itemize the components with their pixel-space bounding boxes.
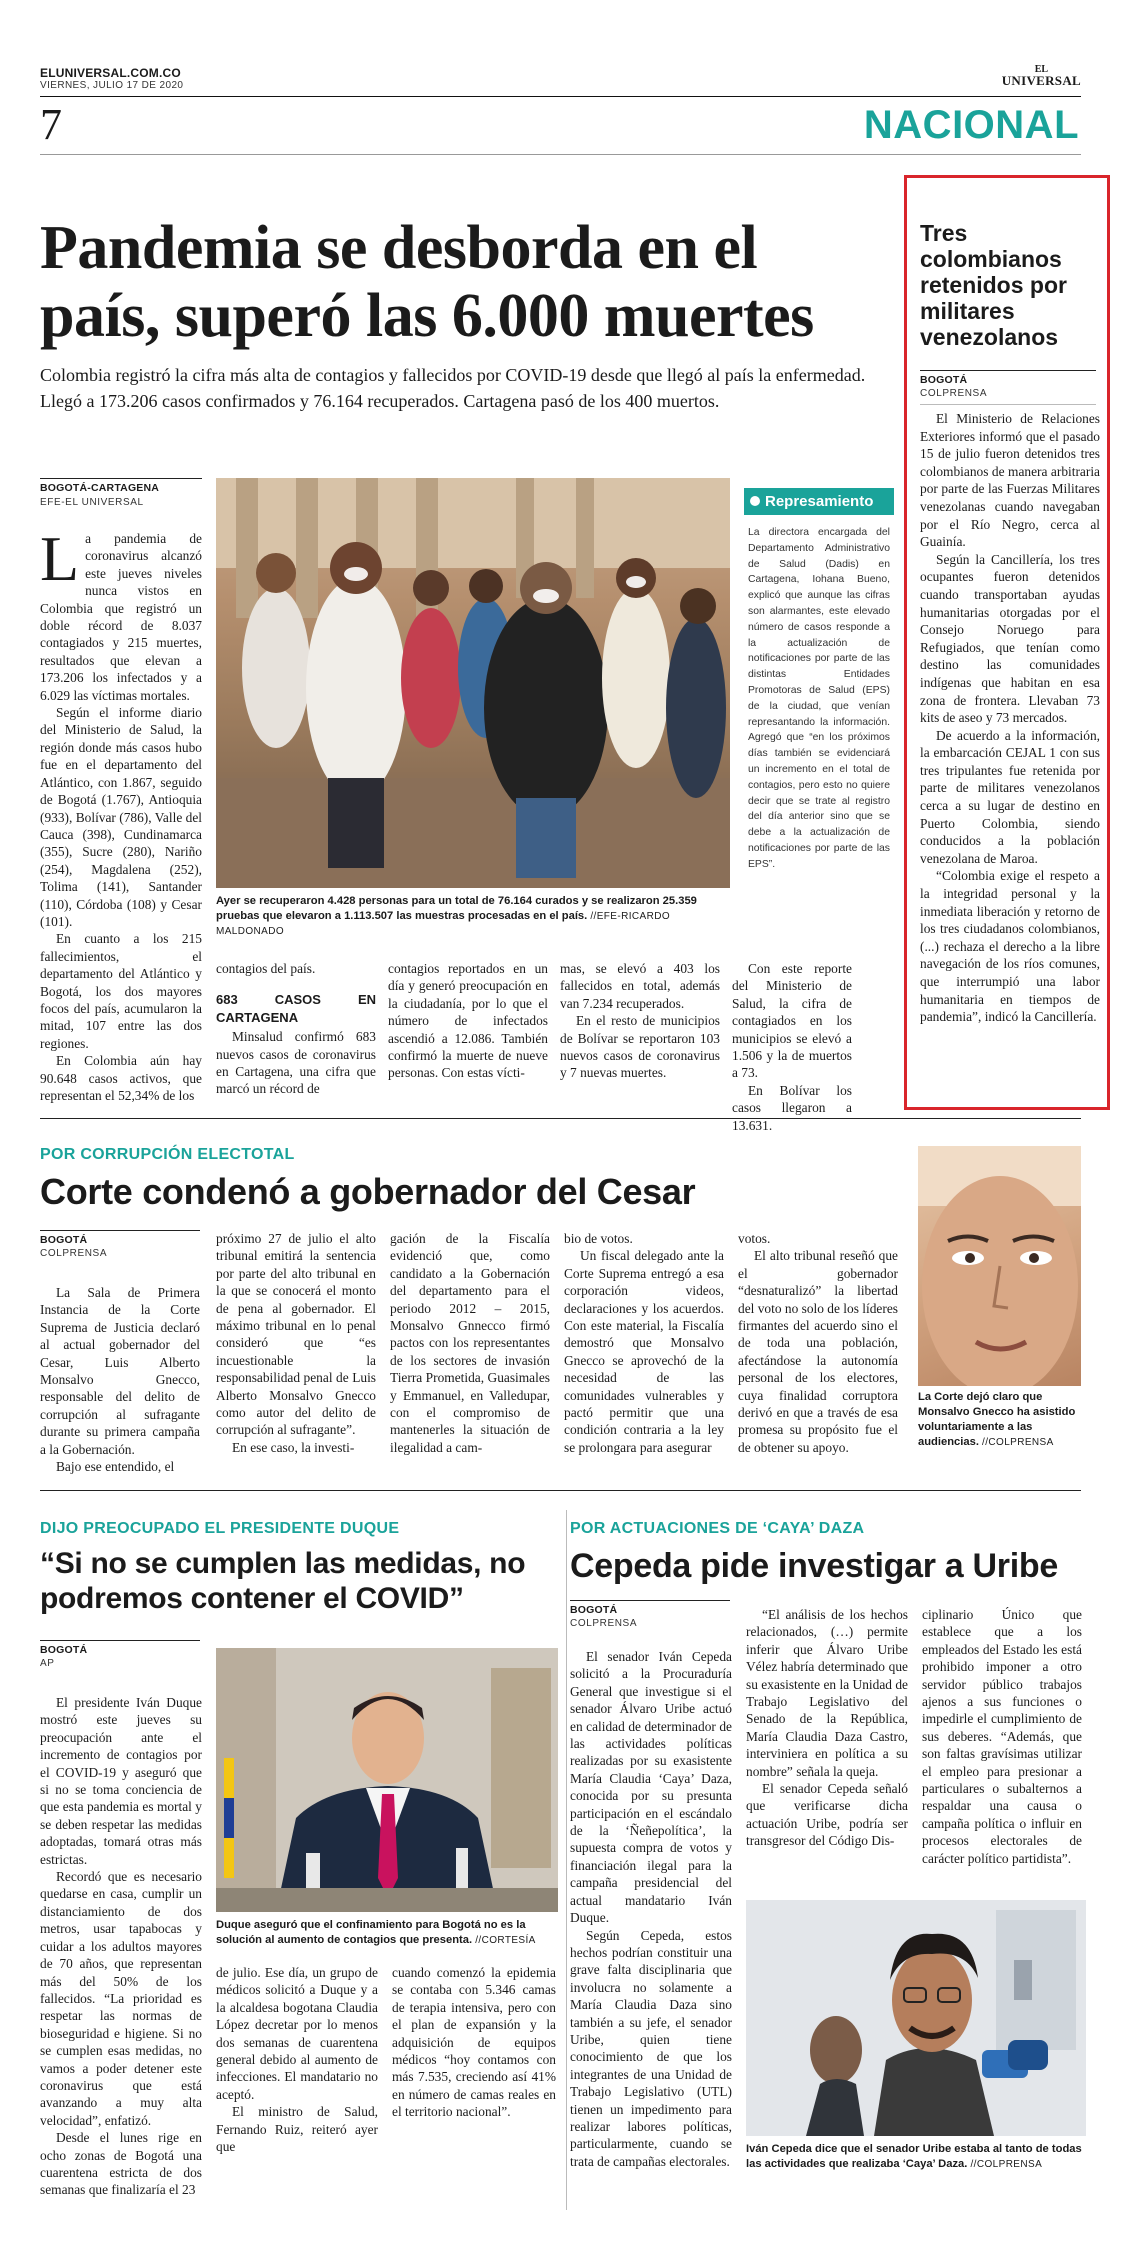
cepeda-col-2 bbox=[746, 1606, 908, 1850]
lead-deck: Colombia registró la cifra más alta de contagios y fallecidos por COVID-19 desde que llegó al país la enfermedad. Llegó a 173.206 casos confirmados y 76.164 recuperados. Cartagena pasó de los 400 muertos. bbox=[40, 365, 866, 411]
column-divider bbox=[566, 1510, 567, 2210]
lead-col-5 bbox=[732, 960, 852, 1134]
cesar-paragraph: votos. bbox=[738, 1231, 771, 1246]
lead-byline-place: BOGOTÁ-CARTAGENA bbox=[40, 482, 160, 494]
lead-col-4 bbox=[560, 960, 720, 1082]
cesar-kicker: POR CORRUPCIÓN ELECTOTAL bbox=[40, 1146, 295, 1163]
duque-paragraph: Recordó que es necesario quedarse en casa, cumplir un distanciamiento de dos metros, usar tapabocas y cuidar a los adultos mayores de 70 años, que representan más del 50% de los fallecidos. “La prioridad es respetar las normas de bioseguridad e higiene. Si no se cumplen esas medidas, no vamos a poder detener este coronavirus que está avanzando a muy alta velocidad”, enfatizó. bbox=[40, 1869, 202, 2128]
sidebar-paragraph: Según la Cancillería, los tres ocupantes fueron detenidos cuando transportaban ayudas humanitarias otorgadas por el Consejo Noruego para Refugiados, que tenían como destino las comunidades indígenas que habitan en esa zona de frontera. Llevaban 73 kits de aseo y 73 mercados. bbox=[920, 551, 1100, 726]
lead-paragraph: contagios del país. bbox=[216, 961, 316, 976]
cesar-photo bbox=[918, 1146, 1081, 1386]
lead-paragraph: Según el informe diario del Ministerio de Salud, la región donde más casos hubo fue en el departamento del Atlántico, con 1.867, seguido de Bogotá (1.767), Antioquia (933), Bolívar (786), Valle del Cauca (398), Cundinamarca (355), Sucre (280), Nariño (254), Magdalena (252), Tolima (141), Santander (110), Córdoba (108) y Cesar (101). bbox=[40, 705, 202, 929]
duque-paragraph: El ministro de Salud, Fernando Ruiz, reiteró ayer que bbox=[216, 2104, 378, 2155]
cesar-col-1 bbox=[40, 1284, 200, 1475]
cepeda-photo bbox=[746, 1900, 1086, 2136]
sidebar-byline-rule bbox=[920, 370, 1096, 371]
lead-byline-source: EFE-EL UNIVERSAL bbox=[40, 497, 144, 508]
logo-bottom: UNIVERSAL bbox=[1001, 73, 1081, 88]
cesar-paragraph: próximo 27 de julio el alto tribunal emitirá la sentencia por parte del alto tribunal en la que se conocerá el monto de pena al gobernador. El máximo tribunal en lo penal consideró que “es incuestionable la responsabilidad penal de Luis Alberto Monsalvo Gnecco como autor del delito de corrupción al sufragante”. bbox=[216, 1231, 376, 1438]
sidebar-byline-source: COLPRENSA bbox=[920, 388, 988, 399]
duque-paragraph: cuando comenzó la epidemia se contaba con 5.346 camas de terapia intensiva, pero con el plan de expansión y la adquisición de equipos médicos “hoy contamos con más 7.535, creciendo así 41% en número de camas reales en el territorio nacional”. bbox=[392, 1965, 556, 2120]
lead-paragraph: En cuanto a los 215 fallecimientos, el departamento del Atlántico y Bogotá, los dos mayores focos del país, acumularon la mitad, 107 entre las dos regiones. bbox=[40, 931, 202, 1051]
duque-kicker: DIJO PREOCUPADO EL PRESIDENTE DUQUE bbox=[40, 1520, 400, 1537]
cesar-photo-caption: La Corte dejó claro que Monsalvo Gnecco ha asistido voluntariamente a las audiencias. //COLPRENSA bbox=[918, 1391, 1076, 1448]
cesar-col-4 bbox=[564, 1230, 724, 1456]
lead-photo-credit: //EFE-RICARDO MALDONADO bbox=[216, 911, 671, 937]
duque-paragraph: El presidente Iván Duque mostró este jueves su preocupación ante el incremento de contagios por el COVID-19 y aseguró que si no se toma conciencia de que esta pandemia es mortal y se deben respetar las medidas adoptadas, tomará otras más estrictas. bbox=[40, 1695, 202, 1867]
page-number: 7 bbox=[40, 100, 62, 149]
cesar-paragraph: En ese caso, la investi- bbox=[232, 1439, 355, 1455]
represamiento-header: Represamiento bbox=[744, 488, 894, 515]
cesar-photo-credit: //COLPRENSA bbox=[982, 1437, 1054, 1448]
lead-photo bbox=[216, 478, 730, 888]
sidebar-paragraph: El Ministerio de Relaciones Exteriores informó que el pasado 15 de julio fueron detenidos tres colombianos de manera arbitraria por parte de las Fuerzas Militares venezolanas cuando navegaban por el Río Negro, cerca al Guainía. bbox=[920, 411, 1100, 550]
duque-photo-credit: //CORTESÍA bbox=[475, 1935, 536, 1946]
drop-cap: L bbox=[40, 523, 80, 594]
logo-top: EL bbox=[1034, 64, 1049, 75]
president-illustration bbox=[216, 1648, 558, 1912]
cesar-byline-place: BOGOTÁ bbox=[40, 1234, 88, 1246]
cepeda-headline: Cepeda pide investigar a Uribe bbox=[570, 1547, 1058, 1585]
cepeda-paragraph: ciplinario Único que establece que a los empleados del Estado les está prohibido imponer a otro servidor público trabajos ajenos a sus funciones o impedirle el cumplimiento de sus deberes. “Además, que son faltas gravísimas utilizar el empleo para presionar a particulares o subalternos a respaldar una causa o campaña política o influir en procesos electorales de carácter político partidista”. bbox=[922, 1607, 1082, 1866]
cesar-col-2 bbox=[216, 1230, 376, 1456]
cepeda-photo-credit: //COLPRENSA bbox=[970, 2159, 1043, 2170]
lead-paragraph: Minsalud confirmó 683 nuevos casos de coronavirus en Cartagena, una cifra que marcó un récord de bbox=[216, 1029, 376, 1097]
cepeda-byline-place: BOGOTÁ bbox=[570, 1604, 618, 1616]
cepeda-byline-source: COLPRENSA bbox=[570, 1618, 638, 1629]
duque-col-3 bbox=[392, 1964, 556, 2121]
duque-photo-caption: Duque aseguró que el confinamiento para Bogotá no es la solución al aumento de contagios que presenta. //CORTESÍA bbox=[216, 1919, 536, 1946]
lead-paragraph: Con este reporte del Ministerio de Salud, la cifra de contagiados en los municipios se elevó a 1.506 y la de muertos a 73. bbox=[732, 961, 852, 1081]
lead-paragraph: mas, se elevó a 403 los fallecidos en total, además van 7.234 recuperados. bbox=[560, 961, 720, 1011]
cepeda-paragraph: Según Cepeda, estos hechos podrían constituir una grave falta disciplinaria que involucra no solamente a María Claudia Daza sino también a su jefe, el senador Uribe, quien tiene conocimiento de que los integrantes de una Unidad de Trabajo Legislativo (UTL) tienen un impedimento para realizar labores políticas, particularmente, cuando se trata de campañas electorales. bbox=[570, 1927, 732, 2169]
cepeda-paragraph: El senador Iván Cepeda solicitó a la Procuraduría General que investigue si el senador Álvaro Uribe actuó en calidad de determinador de las actividades políticas realizadas por su exasistente María Claudia ‘Caya’ Daza, conocida por su presunta participación en el escándalo de la ‘Ñeñepolítica’, la supuesta compra de votos y financiación ilegal para la campaña presidencial del actual mandatario Iván Duque. bbox=[570, 1649, 732, 1926]
masthead-rule bbox=[40, 96, 1081, 97]
duque-paragraph: de julio. Ese día, un grupo de médicos solicitó a Duque y a la alcaldesa bogotana Claudia López decretar por lo menos dos semanas de cuarentena general debido al aumento de infecciones. El mandatario no aceptó. bbox=[216, 1965, 378, 2102]
sidebar-paragraph: “Colombia exige el respeto a la integridad personal y la inmediata liberación y retorno de los tres ciudadanos colombianos, (...) rechaza el derecho a la libre navegación de los ríos comunes, que interrumpió una labor humanitaria en tiempos de pandemia”, indicó la Cancillería. bbox=[920, 868, 1100, 1025]
section-divider-2 bbox=[40, 1490, 1081, 1491]
lead-photo-caption: Ayer se recuperaron 4.428 personas para un total de 76.164 curados y se realizaron 25.359 pruebas que elevaron a 1.113.507 las muestras procesadas en el país. //EFE-RICARDO MALDONADO bbox=[216, 895, 697, 937]
lead-paragraph: En Bolívar los casos llegaron a 13.631. bbox=[732, 1082, 852, 1133]
lead-subhead: 683 CASOS EN CARTAGENA bbox=[216, 992, 376, 1025]
site-url[interactable]: ELUNIVERSAL.COM.CO bbox=[40, 66, 181, 80]
crowd-illustration bbox=[216, 478, 730, 888]
cesar-paragraph: gación de la Fiscalía evidenció que, como candidato a la Gobernación del departamento para el periodo 2012 – 2015, Monsalvo Gnnecco firmó pactos con los representantes de los sectores de invasión Tierra Prometida, Guasimales y Emmanuel, en Valledupar, con el compromiso de mantenerles la situación de ilegalidad a cam- bbox=[390, 1231, 550, 1455]
sidebar-headline: Tres colombianos retenidos por militares venezolanos bbox=[920, 220, 1067, 350]
lead-col-1 bbox=[40, 523, 202, 1104]
sidebar-body bbox=[920, 410, 1100, 1026]
cesar-paragraph: Un fiscal delegado ante la Corte Suprema entregó a esa corporación videos, declaraciones y los acuerdos. Con este material, la Fiscalía demostró que Monsalvo Gnecco se aprovechó de la necesidad de las comunidades vulnerables y pactó permitir que una condición contraria a la ley se prolongara para asegurar bbox=[564, 1248, 724, 1455]
cesar-headline: Corte condenó a gobernador del Cesar bbox=[40, 1171, 696, 1212]
cesar-paragraph: La Sala de Primera Instancia de la Corte Suprema de Justicia declaró al actual gobernador del Cesar, Luis Alberto Monsalvo Gnecco, responsable del delito de corrupción al sufragante durante su primera campaña a la Gobernación. bbox=[40, 1285, 200, 1457]
lead-col-2 bbox=[216, 960, 376, 1098]
lead-byline-rule bbox=[40, 478, 202, 479]
cesar-paragraph: bio de votos. bbox=[564, 1231, 633, 1246]
duque-paragraph: Desde el lunes rige en ocho zonas de Bogotá una cuarentena estricta de dos semanas que finalizaría el 23 bbox=[40, 2130, 202, 2198]
duque-byline-source: AP bbox=[40, 1658, 55, 1669]
cesar-paragraph: Bajo ese entendido, el bbox=[56, 1459, 175, 1475]
section-divider-1 bbox=[40, 1118, 1081, 1119]
cesar-paragraph: El alto tribunal reseñó que el gobernador “desnaturalizó” la libertad del voto no solo de los líderes firmantes del acuerdo sino el de toda una población, afectándose la autonomía personal de los electores, cuya finalidad corruptora derivó en que a través de esa promesa su propósito fue el de obtener su apoyo. bbox=[738, 1248, 898, 1455]
duque-byline-rule bbox=[40, 1640, 200, 1641]
portrait-illustration bbox=[918, 1146, 1081, 1386]
duque-col-2 bbox=[216, 1964, 378, 2155]
represamiento-text: La directora encargada del Departamento Administrativo de Salud (Dadis) en Cartagena, Iohana Bueno, explicó que aunque las cifras son alarmantes, este elevado número de casos responde a la actualización de notificaciones por parte de las distintas Entidades Promotoras de Salud (EPS) de la ciudad, que venían represantando la información. Agregó que “en los próximos días también se evidenciará un incremento en el total de contagios, pero esto no quiere decir que se trate al registro del día anterior sino que se debe a la actualización de notificaciones por parte de las EPS”. bbox=[748, 527, 890, 870]
duque-headline: “Si no se cumplen las medidas, no podremos contener el COVID” bbox=[40, 1547, 526, 1615]
lead-paragraph: En Colombia aún hay 90.648 casos activos, que representan el 52,34% de los bbox=[40, 1053, 202, 1103]
cepeda-kicker: POR ACTUACIONES DE ‘CAYA’ DAZA bbox=[570, 1520, 865, 1537]
lead-paragraph: En el resto de municipios de Bolívar se reportaron 103 nuevos casos de coronavirus y 7 nuevas muertes. bbox=[560, 1013, 720, 1081]
senator-illustration bbox=[746, 1900, 1086, 2136]
sidebar-byline-rule-2 bbox=[920, 404, 1096, 405]
cepeda-col-3 bbox=[922, 1606, 1082, 1867]
newspaper-logo bbox=[1002, 64, 1081, 86]
represamiento-box bbox=[744, 488, 894, 873]
section-rule bbox=[40, 154, 1081, 155]
sidebar-paragraph: De acuerdo a la información, la embarcación CEJAL 1 con sus tres tripulantes fue retenida por parte de militares venezolanos cerca a su lugar de destino en Puerto Colombia, siendo conducidos a la población venezolana de Maroa. bbox=[920, 727, 1100, 866]
cepeda-byline-rule bbox=[570, 1600, 730, 1601]
section-title: NACIONAL bbox=[863, 103, 1079, 147]
issue-date: VIERNES, JULIO 17 DE 2020 bbox=[40, 80, 184, 91]
lead-headline: Pandemia se desborda en el país, superó las 6.000 muertes bbox=[40, 214, 814, 350]
cepeda-paragraph: El senador Cepeda señaló que verificarse dicha actuación Uribe, podría ser transgresor del Código Dis- bbox=[746, 1781, 908, 1849]
lead-col-3 bbox=[388, 960, 548, 1082]
cesar-byline-source: COLPRENSA bbox=[40, 1248, 108, 1259]
cepeda-paragraph: “El análisis de los hechos relacionados, (…) permite inferir que Álvaro Uribe Vélez habría determinado que su exasistente en la Unidad de Trabajo Legislativo del Senado de la República, María Claudia Daza Castro, interviniera en política a su nombre” señala la queja. bbox=[746, 1607, 908, 1779]
duque-photo bbox=[216, 1648, 558, 1912]
lead-paragraph: La pandemia de coronavirus alcanzó este jueves niveles nunca vistos en Colombia que registró un doble récord de 8.037 contagiados y 215 muertes, resultados que elevan a 173.206 los infectados y a 6.029 las víctimas mortales. bbox=[40, 523, 202, 703]
cepeda-col-1 bbox=[570, 1648, 732, 2170]
bullet-icon bbox=[750, 496, 760, 506]
cesar-col-5 bbox=[738, 1230, 898, 1456]
duque-col-1 bbox=[40, 1694, 202, 2199]
cepeda-photo-caption: Iván Cepeda dice que el senador Uribe estaba al tanto de todas las actividades que realizaba ‘Caya’ Daza. //COLPRENSA bbox=[746, 2143, 1082, 2170]
sidebar-byline-place: BOGOTÁ bbox=[920, 374, 968, 386]
cesar-col-3 bbox=[390, 1230, 550, 1456]
duque-byline-place: BOGOTÁ bbox=[40, 1644, 88, 1656]
lead-paragraph: contagios reportados en un día y generó preocupación en la ciudadanía, por lo que el número de infectados ascendió a 12.086. También confirmó la muerte de nueve personas. Con estas vícti- bbox=[388, 961, 548, 1081]
cesar-byline-rule bbox=[40, 1230, 200, 1231]
